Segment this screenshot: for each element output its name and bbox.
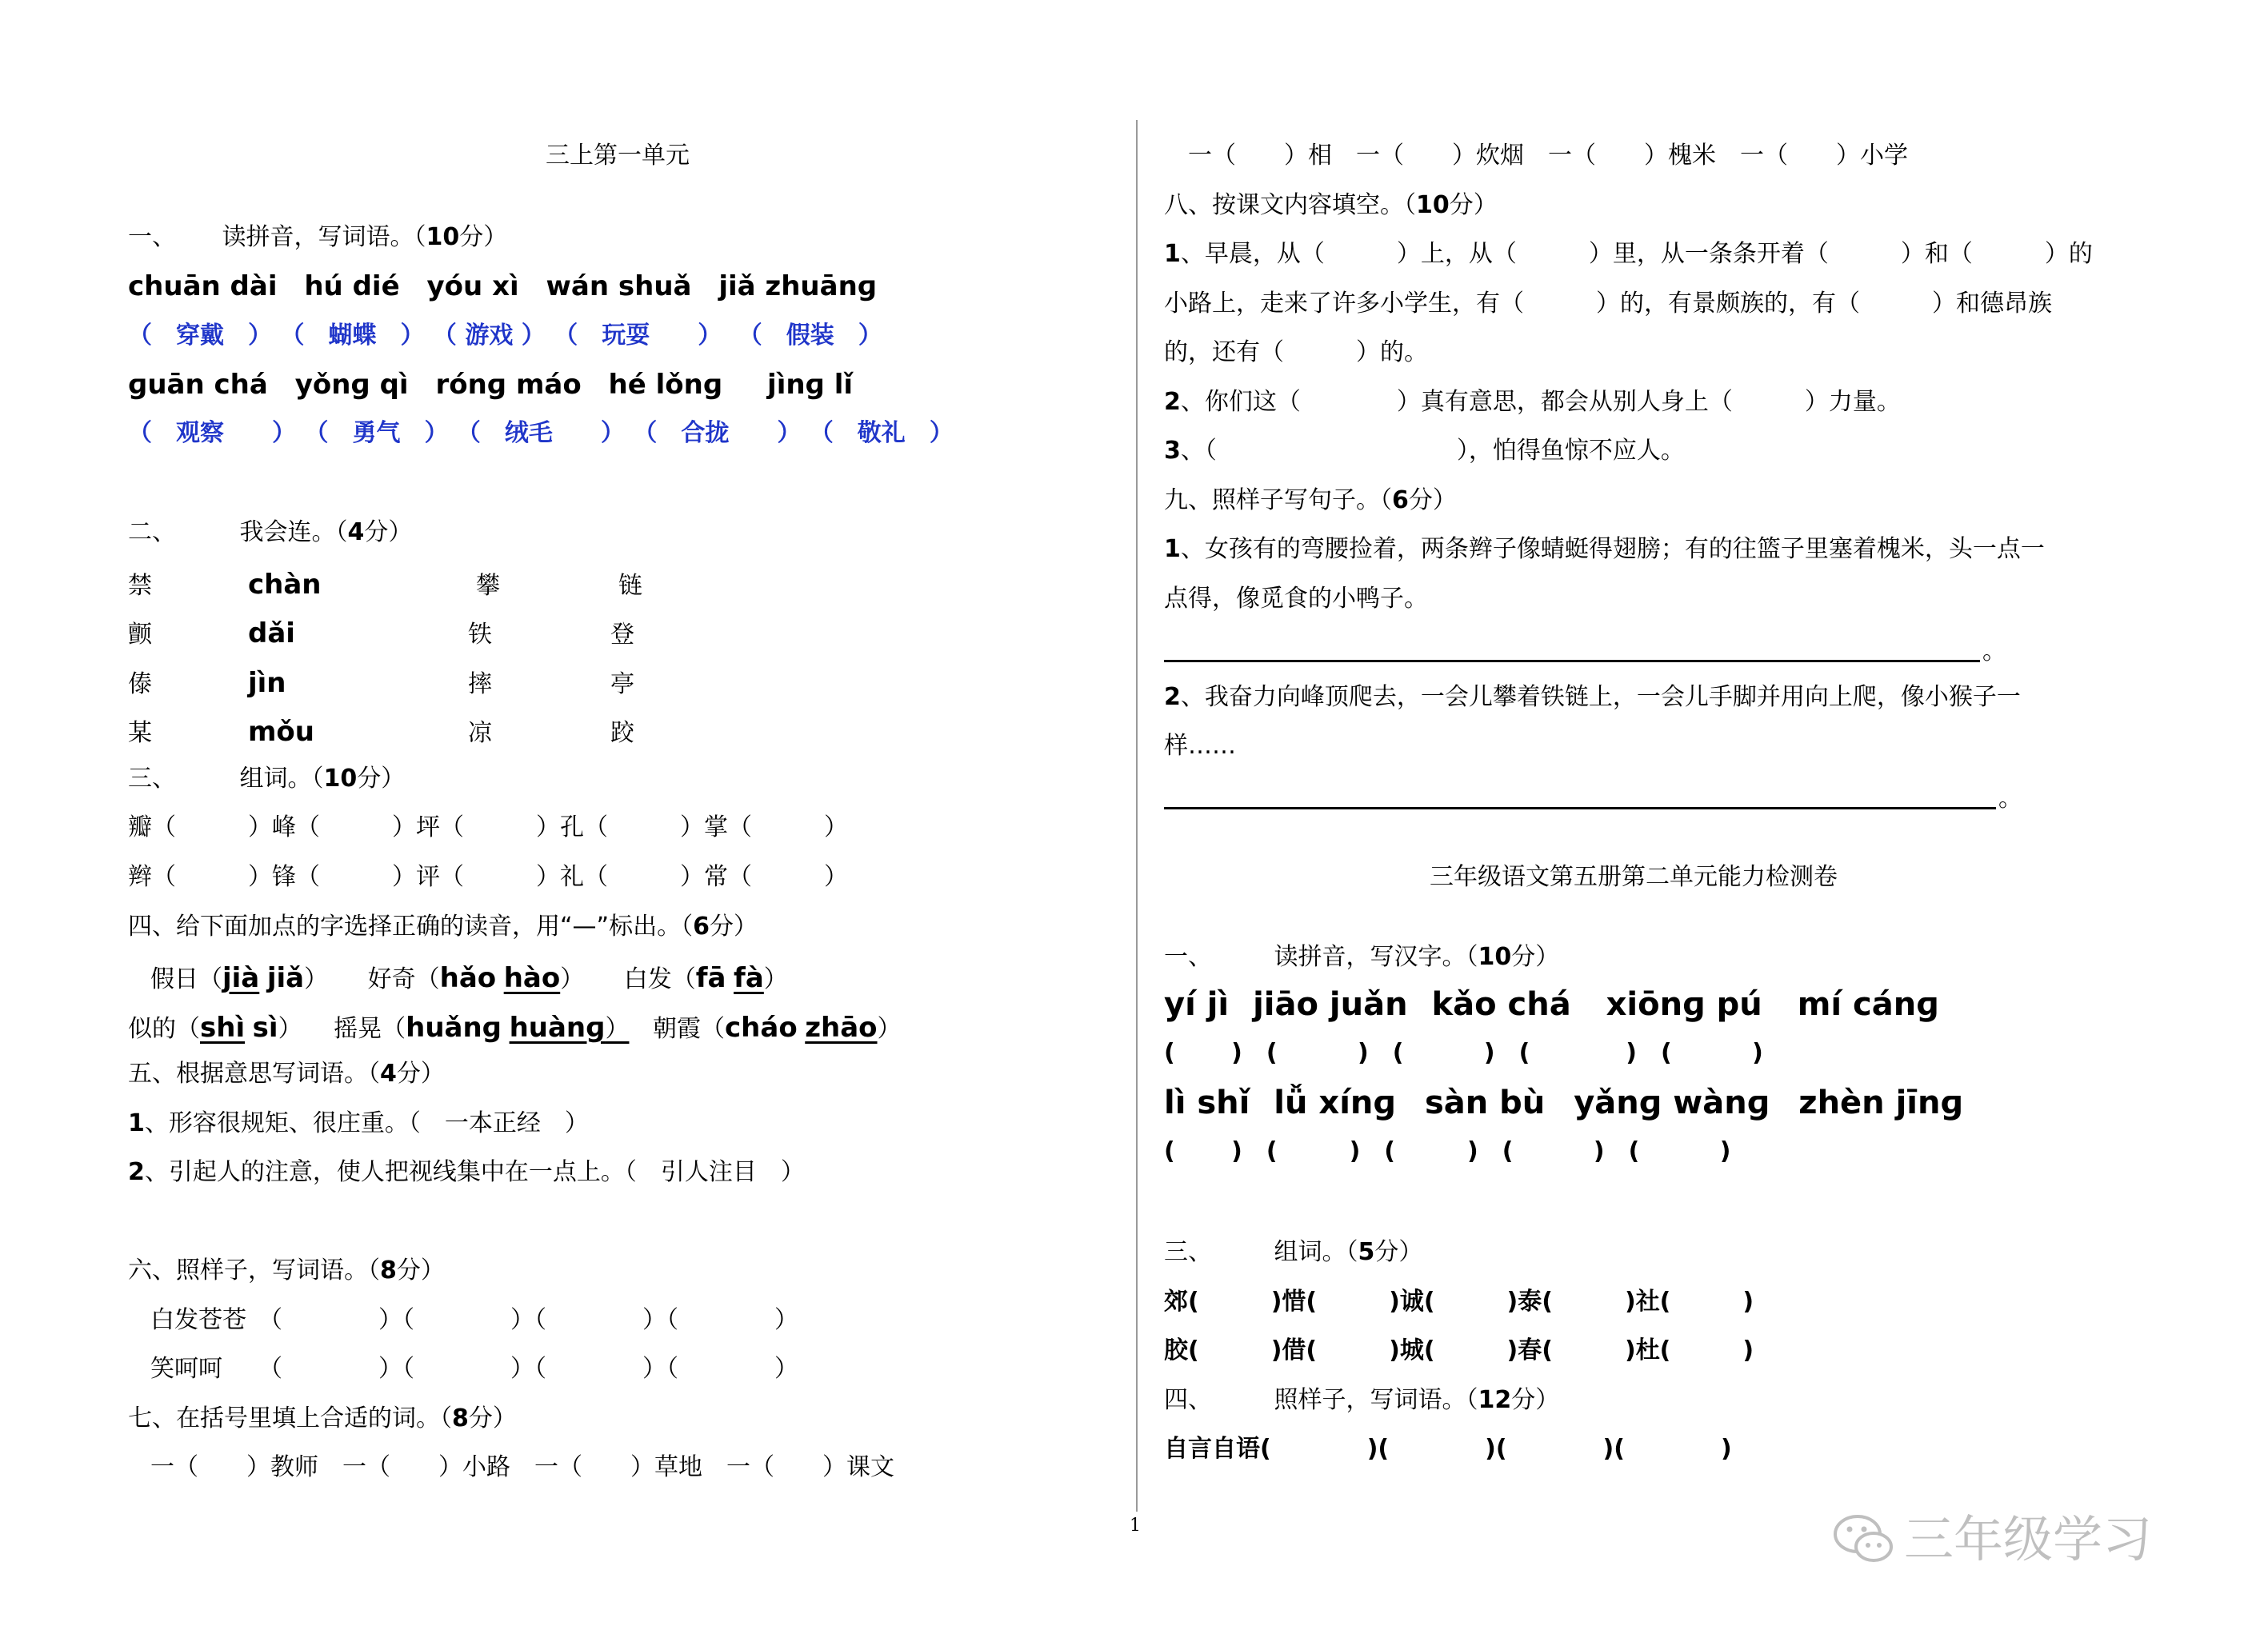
word-group-item: 辫（ ） [128, 863, 272, 891]
match-char: 跤 [610, 719, 634, 747]
left-title: 三上第一单元 [546, 142, 690, 170]
section-end: 分） [1449, 191, 1498, 219]
pinyin-item: yóu xì [426, 270, 519, 302]
reading-option: zhāo [805, 1012, 878, 1044]
match-pinyin: chàn [248, 569, 322, 601]
section1-heading [128, 222, 507, 254]
question-number: 1 [1164, 240, 1181, 268]
pinyin-item: hú dié [304, 270, 400, 302]
s6-row-1: 白发苍苍 （ ）（ ）（ ）（ ） [150, 1306, 798, 1334]
unit2-section1-heading [1164, 941, 1559, 973]
s9-question-1-line-2: 点得，像觅食的小鸭子。 [1164, 585, 1428, 613]
points: 4 [347, 518, 365, 546]
pinyin-item: lì shǐ [1164, 1085, 1250, 1121]
pinyin-item: zhèn jīnɡ [1798, 1085, 1964, 1121]
reading-option: cháo [725, 1012, 798, 1044]
s8-question-3 [1164, 435, 1685, 467]
match-row [128, 566, 642, 603]
section-text: 四、给下面加点的字选择正确的读音，用“—”标出。（ [128, 913, 694, 941]
match-char: 亭 [610, 670, 634, 698]
section-label: 三、 [1164, 1238, 1212, 1266]
points: 8 [452, 1404, 469, 1432]
unit2-pinyin-row-2 [1164, 1082, 1963, 1124]
reading-row-2 [128, 1009, 902, 1046]
reading-close: ） [877, 1015, 902, 1043]
pinyin-item: jìnɡ lǐ [767, 369, 854, 401]
word-group-item: 杜( ) [1635, 1336, 1754, 1364]
question-text: 、形容很规矩、很庄重。（ 一本正经 ） [144, 1109, 589, 1137]
answer-item: （ 观察 ） [128, 419, 296, 447]
reading-close: ） [278, 1015, 302, 1043]
answer-item: （ 敬礼 ） [809, 419, 954, 447]
section-label: 四、 [1164, 1386, 1212, 1414]
s8-question-1-line-1 [1164, 238, 2093, 270]
pinyin-item: kǎo chá [1431, 986, 1571, 1023]
section4-heading [128, 911, 758, 943]
question-number: 3 [1164, 437, 1181, 465]
section5-heading [128, 1058, 445, 1090]
answer-item: （ 假装 ） [738, 322, 882, 350]
word-group-item: 峰（ ） [272, 813, 416, 841]
reading-option: hǎo [439, 962, 497, 994]
reading-word: 白发（ [623, 965, 696, 993]
match-row [128, 713, 634, 750]
match-char: 某 [128, 719, 152, 747]
unit2-pinyin-row-1 [1164, 984, 1939, 1025]
wechat-icon [1832, 1512, 1896, 1568]
reading-option: jiǎ [266, 962, 305, 994]
s7-row-1: 一（ ）教师 一（ ）小路 一（ ）草地 一（ ）课文 [150, 1453, 894, 1481]
reading-close: ） [763, 965, 788, 993]
reading-option: jià [222, 962, 260, 994]
points: 12 [1478, 1386, 1512, 1414]
word-group-item: 评（ ） [416, 863, 560, 891]
points: 5 [1358, 1238, 1375, 1266]
section-text: 七、在括号里填上合适的词。（ [128, 1404, 452, 1432]
question-number: 2 [1164, 683, 1181, 711]
question-text: 、早晨，从（ ）上，从（ ）里，从一条条开着（ ）和（ ）的 [1180, 240, 2093, 268]
word-group-item: 春( ) [1518, 1336, 1636, 1364]
unit2-word-group-row-1 [1164, 1286, 1754, 1318]
section-end: 分） [396, 1060, 445, 1088]
pinyin-item: lǚ xínɡ [1274, 1085, 1397, 1121]
match-char: 链 [618, 572, 642, 600]
section-text: 我会连。（ [239, 518, 348, 546]
section-end: 分） [357, 765, 406, 793]
section-end: 分） [709, 913, 758, 941]
section-label: 一、 [1164, 943, 1212, 971]
reading-option: sì [252, 1012, 278, 1044]
match-char: 颤 [128, 621, 152, 649]
section-end: 分） [1511, 1386, 1560, 1414]
reading-option: fà [734, 962, 764, 994]
word-group-item: 城( ) [1399, 1336, 1518, 1364]
section-text: 八、按课文内容填空。（ [1164, 191, 1416, 219]
match-pinyin: jìn [248, 667, 286, 699]
points: 10 [426, 223, 460, 251]
answer-item: （ 蝴蝶 ） [280, 322, 425, 350]
pinyin-row-2 [128, 366, 853, 403]
pinyin-item: rónɡ máo [435, 369, 582, 401]
pinyin-item: wán shuǎ [546, 270, 692, 302]
pinyin-item: yǎnɡ wànɡ [1574, 1085, 1770, 1121]
section6-heading [128, 1255, 445, 1287]
question-text: 、我奋力向峰顶爬去，一会儿攀着铁链上，一会儿手脚并用向上爬，像小猴子一 [1180, 683, 2021, 711]
s8-question-1-line-3: 的，还有（ ）的。 [1164, 338, 1428, 366]
section-end: 分） [364, 518, 413, 546]
question-number: 1 [1164, 535, 1181, 563]
points: 6 [1392, 486, 1409, 514]
section-text: 组词。（ [239, 765, 324, 793]
section2-heading [128, 517, 412, 549]
match-char: 攀 [476, 572, 500, 600]
answer-item: （ 绒毛 ） [456, 419, 625, 447]
section-text: 组词。（ [1274, 1238, 1358, 1266]
s5-question-2 [128, 1157, 805, 1189]
match-char: 铁 [468, 621, 492, 649]
s7-row-2: 一（ ）相 一（ ）炊烟 一（ ）槐米 一（ ）小学 [1188, 142, 1908, 170]
points: 10 [1478, 943, 1512, 971]
word-group-item: 惜( ) [1282, 1288, 1400, 1316]
word-group-item: 诚( ) [1399, 1288, 1518, 1316]
s6-row-2: 笑呵呵 （ ）（ ）（ ）（ ） [150, 1355, 798, 1383]
reading-close: ） [605, 1015, 630, 1043]
unit2-s4-row: 自言自语( )( )( )( ) [1164, 1435, 1732, 1463]
answer-item: （ 玩耍 ） [554, 322, 722, 350]
answer-item: （ 穿戴 ） [128, 322, 272, 350]
answer-item: （ 游戏 ） [432, 322, 546, 350]
section-end: 分） [396, 1256, 445, 1284]
question-number: 1 [128, 1109, 145, 1137]
unit2-section3-heading [1164, 1236, 1422, 1268]
match-char: 摔 [468, 670, 492, 698]
section-text: 照样子，写词语。（ [1274, 1386, 1478, 1414]
question-number: 2 [128, 1158, 145, 1186]
section-label: 一、 [128, 223, 176, 251]
page-number: 1 [1130, 1516, 1141, 1536]
section-label: 二、 [128, 518, 176, 546]
points: 6 [693, 913, 710, 941]
reading-option: shì [200, 1012, 246, 1044]
answer-line-1 [1164, 660, 1980, 662]
word-group-item: 礼（ ） [560, 863, 704, 891]
reading-word: 摇晃（ [334, 1015, 406, 1043]
answer-line-2-period: 。 [1998, 785, 2022, 813]
section-end: 分） [459, 223, 508, 251]
question-text: 、引起人的注意，使人把视线集中在一点上。（ 引人注目 ） [144, 1158, 805, 1186]
unit2-section4-heading [1164, 1384, 1559, 1416]
points: 4 [380, 1060, 397, 1088]
match-char: 禁 [128, 572, 152, 600]
unit2-bracket-row-1: ( ) ( ) ( ) ( ) ( ) [1164, 1039, 1763, 1067]
answer-row-1 [128, 320, 882, 352]
pinyin-item: chuān dài [128, 270, 278, 302]
word-group-item: 掌（ ） [704, 813, 848, 841]
section-text: 五、根据意思写词语。（ [128, 1060, 380, 1088]
question-text: 、（ ），怕得鱼惊不应人。 [1180, 437, 1685, 465]
word-group-item: 孔（ ） [560, 813, 704, 841]
section-text: 六、照样子，写词语。（ [128, 1256, 380, 1284]
pinyin-item: ɡuān chá [128, 369, 268, 401]
watermark-text: 三年级学习 [1904, 1510, 2153, 1568]
match-char: 傣 [128, 670, 152, 698]
points: 10 [323, 765, 358, 793]
word-group-item: 借( ) [1282, 1336, 1400, 1364]
reading-word: 好奇（ [367, 965, 440, 993]
pinyin-item: mí cánɡ [1797, 986, 1939, 1023]
word-group-row-1 [128, 812, 848, 844]
pinyin-item: jiǎ zhuānɡ [718, 270, 878, 302]
points: 10 [1416, 191, 1450, 219]
unit2-word-group-row-2 [1164, 1335, 1754, 1367]
answer-item: （ 合拢 ） [633, 419, 802, 447]
question-number: 2 [1164, 388, 1181, 416]
reading-word: 朝霞（ [653, 1015, 726, 1043]
reading-close: ） [304, 965, 329, 993]
section-end: 分） [1374, 1238, 1423, 1266]
word-group-item: 郊( ) [1164, 1288, 1282, 1316]
pinyin-item: jiāo juǎn [1253, 986, 1408, 1023]
word-group-item: 胶( ) [1164, 1336, 1282, 1364]
answer-item: （ 勇气 ） [304, 419, 449, 447]
word-group-item: 坪（ ） [416, 813, 560, 841]
section-end: 分） [468, 1404, 517, 1432]
reading-option: hào [503, 962, 561, 994]
word-group-item: 常（ ） [704, 863, 848, 891]
pinyin-row-1 [128, 268, 877, 305]
watermark [1832, 1512, 2152, 1568]
word-group-item: 泰( ) [1518, 1288, 1636, 1316]
reading-row-1 [150, 960, 788, 997]
section-text: 九、照样子写句子。（ [1164, 486, 1392, 514]
reading-word: 似的（ [128, 1015, 200, 1043]
points: 8 [380, 1256, 397, 1284]
section-text: 读拼音，写汉字。（ [1274, 943, 1478, 971]
s5-question-1 [128, 1108, 589, 1140]
s9-question-2-line-1 [1164, 681, 2021, 713]
reading-close: ） [560, 965, 585, 993]
unit2-bracket-row-2: ( ) ( ) ( ) ( ) ( ) [1164, 1137, 1731, 1165]
reading-option: fā [695, 962, 726, 994]
match-pinyin: mǒu [248, 716, 314, 748]
match-char: 凉 [468, 719, 492, 747]
section-label: 三、 [128, 765, 176, 793]
section-end: 分） [1511, 943, 1560, 971]
s8-question-1-line-2: 小路上，走来了许多小学生，有（ ）的，有景颇族的，有（ ）和德昂族 [1164, 290, 2052, 318]
s9-question-1-line-1 [1164, 533, 2045, 565]
word-group-item: 锋（ ） [272, 863, 416, 891]
s9-question-2-line-2: 样…… [1164, 732, 1236, 760]
pinyin-item: sàn bù [1424, 1085, 1546, 1121]
s8-question-2 [1164, 386, 1901, 418]
section-end: 分） [1408, 486, 1457, 514]
unit2-title: 三年级语文第五册第二单元能力检测卷 [1430, 863, 1838, 891]
match-char: 登 [610, 621, 634, 649]
pinyin-item: yí jì [1164, 986, 1230, 1023]
section9-heading [1164, 485, 1457, 517]
reading-option: huǎnɡ [406, 1012, 502, 1044]
word-group-row-2 [128, 861, 848, 893]
reading-word: 假日（ [150, 965, 222, 993]
answer-line-2 [1164, 807, 1996, 809]
section7-heading [128, 1403, 517, 1435]
column-divider [1136, 120, 1138, 1512]
word-group-item: 社( ) [1635, 1288, 1754, 1316]
answer-line-1-period: 。 [1982, 637, 2006, 665]
pinyin-item: xiōnɡ pú [1606, 986, 1762, 1023]
section3-heading [128, 763, 405, 795]
section8-heading [1164, 190, 1498, 222]
section-text: 读拼音，写词语。（ [222, 223, 426, 251]
answer-row-2 [128, 417, 954, 449]
question-text: 、你们这（ ）真有意思，都会从别人身上（ ）力量。 [1180, 388, 1901, 416]
pinyin-item: hé lǒnɡ [608, 369, 723, 401]
match-row [128, 615, 634, 652]
match-pinyin: dǎi [248, 617, 295, 649]
reading-option: huànɡ [509, 1012, 606, 1044]
word-group-item: 瓣（ ） [128, 813, 272, 841]
question-text: 、女孩有的弯腰捡着，两条辫子像蜻蜓得翅膀；有的往篮子里塞着槐米，头一点一 [1180, 535, 2045, 563]
pinyin-item: yǒnɡ qì [294, 369, 409, 401]
match-row [128, 665, 634, 701]
